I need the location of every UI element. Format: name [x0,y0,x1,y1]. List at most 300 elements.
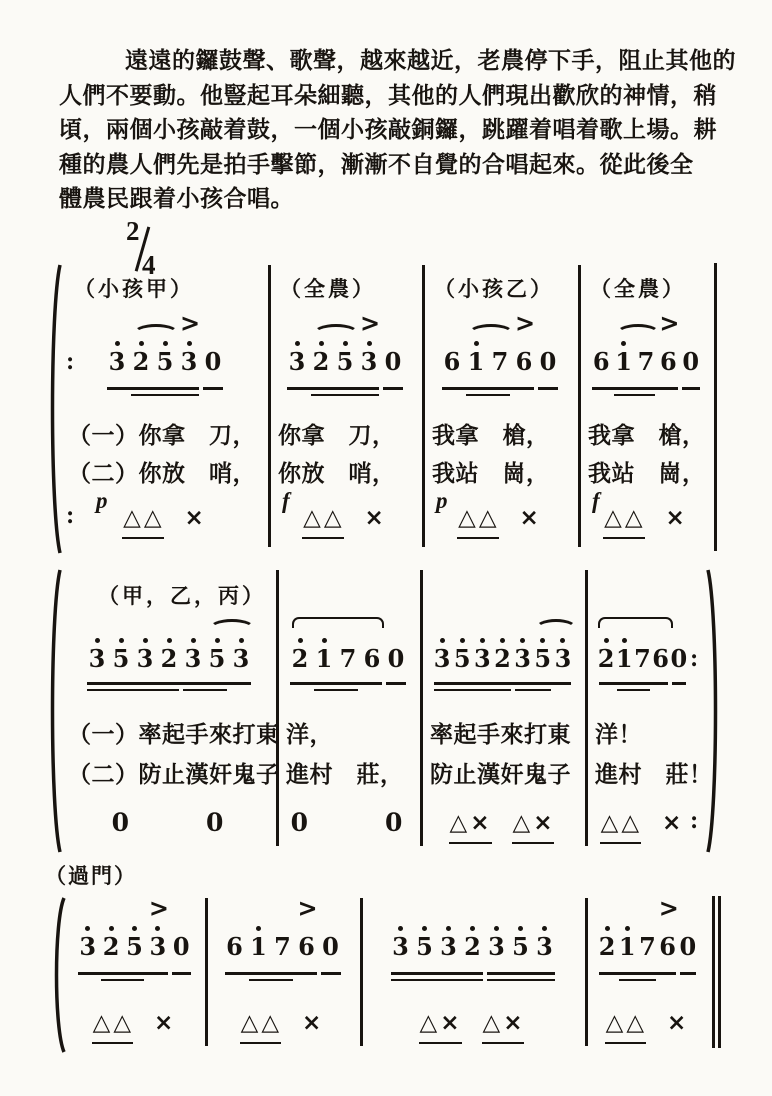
octave-dot [604,638,609,643]
note-digit: 5 [512,932,529,961]
note [637,926,657,959]
note [76,926,99,959]
beam-line [183,689,227,692]
octave-dot [599,341,604,346]
lyric-line-1: 我拿 槍， [588,423,706,448]
intro-line: 種的農人們先是拍手擊節，漸漸不自覺的合唱起來。從此後全 [59,151,694,177]
beam-line [487,979,555,982]
system-bracket-left [50,896,66,1054]
percussion-group: △△ [606,1011,647,1036]
note-digit: 3 [536,932,553,961]
note [615,638,633,671]
percussion-group: 0 [111,807,132,837]
note [492,638,512,671]
note [205,638,229,671]
note-digit: 0 [322,932,339,961]
note-digit: 7 [634,644,651,673]
note [123,926,146,959]
note-digit: 7 [339,644,357,673]
percussion-row [426,497,574,531]
final-barline [718,896,721,1048]
note [488,341,512,374]
note [432,638,452,671]
note-digit: 3 [360,347,378,376]
repeat-colon: : [690,645,699,672]
note-digit: 0 [172,932,190,961]
accent-mark: > [658,893,679,923]
beam-line [599,682,668,685]
percussion-group: 0 [385,807,406,837]
repeat-colon: : [66,348,75,375]
percussion-group: △× [450,811,493,836]
percussion-row [209,1002,356,1036]
beam-line [287,387,379,390]
octave-dot [640,638,645,643]
note-digit: 6 [659,932,676,961]
lyric-line-2: 我站 崗， [432,461,550,486]
note [512,341,536,374]
measure-label: （小孩甲） [74,277,194,301]
percussion-group: △△ [241,1011,282,1036]
lyric-line-2: 防止漢奸鬼子 [430,762,571,787]
octave-dot [440,638,445,643]
note [357,341,381,374]
percussion-group: △× [420,1011,463,1036]
barline [585,570,588,846]
octave-dot [115,341,120,346]
octave-dot [685,926,690,931]
slur [313,324,359,343]
note-digit: 6 [363,644,381,673]
percussion-group: △× [513,811,556,836]
percussion-underline [457,537,498,540]
octave-dot [645,926,650,931]
note [553,638,573,671]
percussion-row [424,802,581,836]
barline [585,898,588,1046]
beam-line [466,394,510,397]
note [333,341,357,374]
octave-dot [560,638,565,643]
beam-line [290,682,382,685]
note [99,926,122,959]
percussion-underline [122,537,163,540]
note-row [288,638,408,671]
lyric-line-1: 率起手來打東 [430,722,571,747]
note-digit: 2 [160,644,178,673]
intro-paragraph [59,44,736,217]
score-system-1 [46,263,724,555]
system-bracket-right [704,568,722,854]
beam-line [203,387,223,390]
octave-dot [540,638,545,643]
octave-dot [179,926,184,931]
note-digit: 3 [514,644,531,673]
note-digit: 2 [312,347,330,376]
octave-dot [546,341,551,346]
beam-line [87,689,179,692]
percussion-underline [603,537,644,540]
octave-dot [119,638,124,643]
note [129,341,153,374]
note-digit: 5 [156,347,174,376]
note-row [597,926,698,959]
note [201,341,225,374]
slur [133,324,179,343]
beam-line [101,979,144,982]
note [413,926,437,959]
note [229,638,253,671]
octave-dot [446,926,451,931]
note-digit: 6 [515,347,533,376]
note [617,926,637,959]
percussion-row [280,802,416,836]
intro-line: 體農民跟着小孩合唱。 [59,186,294,211]
note-digit: 3 [440,932,457,961]
lyric-line-2: 進村 莊！ [595,762,713,787]
note-row [105,341,225,374]
note-digit: 3 [108,347,126,376]
beam-line [672,682,686,685]
note-digit: 2 [494,644,511,673]
percussion-underline [605,1042,646,1045]
beam-line [434,682,571,685]
note-digit: 2 [102,932,120,961]
note [533,926,557,959]
note-digit: 1 [250,932,267,961]
octave-dot [666,341,671,346]
octave-dot [391,341,396,346]
beam-line [599,972,676,975]
time-signature-denominator: 4 [142,250,156,280]
note-row [432,638,573,671]
barline [268,265,271,547]
octave-dot [676,638,681,643]
note [271,926,295,959]
beam-line [538,387,558,390]
note [285,341,309,374]
note-digit: 1 [467,347,485,376]
note-digit: 3 [554,644,572,673]
beam-line [515,689,551,692]
beam-line [321,972,341,975]
note-row [285,341,405,374]
octave-dot [367,341,372,346]
note-digit: 6 [660,347,677,376]
note [170,926,193,959]
note-digit: 2 [598,932,616,961]
octave-dot [500,638,505,643]
octave-dot [143,638,148,643]
note-digit: 3 [149,932,167,961]
percussion-group: × [662,809,685,836]
note-digit: 6 [298,932,315,961]
note-digit: 3 [488,932,505,961]
percussion-row [589,1002,706,1036]
dynamic-mark: p [436,488,448,513]
note-digit: 1 [615,644,633,673]
note [384,638,408,671]
beam-line [131,394,199,397]
note [635,341,657,374]
note [461,926,485,959]
octave-dot [187,341,192,346]
note-digit: 6 [443,347,461,376]
final-barline [712,896,715,1048]
octave-dot [298,638,303,643]
accent-mark: > [515,308,536,338]
beam-line [225,972,317,975]
measure-label: （全農） [590,277,686,301]
accent-mark: > [360,308,381,338]
note [223,926,247,959]
note-digit: 0 [679,932,697,961]
percussion-underline [449,842,492,845]
lyric-line-1: （一）你拿 刀， [68,423,256,448]
measure-label: （小孩乙） [434,277,554,301]
beam-line [311,394,379,397]
slur [292,617,384,628]
percussion-group: × [665,504,688,531]
note [109,638,133,671]
note-digit: 3 [79,932,97,961]
note [157,638,181,671]
octave-dot [139,341,144,346]
octave-dot [460,638,465,643]
percussion-underline [419,1042,462,1045]
note-digit: 5 [453,644,471,673]
note-digit: 6 [592,347,610,376]
beam-line [434,689,511,692]
octave-dot [346,638,351,643]
note [597,638,615,671]
octave-dot [215,638,220,643]
note-digit: 5 [126,932,143,961]
dynamic-mark: f [282,488,290,513]
octave-dot [239,638,244,643]
percussion-group: 0 [206,807,227,837]
note [309,341,333,374]
intro-line: 人們不要動。他豎起耳朵細聽，其他的人們現出歡欣的神情，稍 [59,82,717,108]
percussion-underline [302,537,343,540]
lyric-line-2: 你放 哨， [278,461,396,486]
note-digit: 6 [652,644,669,673]
octave-dot [688,341,693,346]
lyric-line-2: 進村 莊， [286,762,404,787]
note [181,638,205,671]
octave-dot [109,926,114,931]
note-digit: 1 [618,932,636,961]
note-digit: 7 [639,932,656,961]
note [464,341,488,374]
note [440,341,464,374]
slur [598,617,673,628]
intro-line: 頃，兩個小孩敲着鼓，一個小孩敲銅鑼，跳躍着唱着歌上場。耕 [59,117,717,142]
note [657,341,679,374]
percussion-group: × [184,504,207,531]
beam-line [614,394,655,397]
barline [420,570,423,846]
percussion-row [589,802,699,836]
note [678,926,698,959]
percussion-group: △△ [458,506,499,531]
note-digit: 7 [491,347,509,376]
slur [468,324,514,343]
note-digit: 0 [682,347,700,376]
note [133,638,157,671]
octave-dot [542,926,547,931]
octave-dot [470,926,475,931]
note [513,638,533,671]
beam-line [391,979,483,982]
accent-mark: > [297,893,318,923]
note-digit: 3 [232,644,250,673]
octave-dot [304,926,309,931]
system-end-barline [714,263,717,551]
percussion-group: × [302,1009,325,1036]
note [452,638,472,671]
octave-dot [398,926,403,931]
beam-line [172,972,191,975]
note-digit: 1 [615,347,632,376]
accent-mark: > [659,308,680,338]
note-digit: 0 [204,347,222,376]
note [360,638,384,671]
percussion-group: △△ [123,506,164,531]
beam-line [383,387,403,390]
beam-line [87,682,251,685]
note [536,341,560,374]
octave-dot [211,341,216,346]
note-digit: 5 [534,644,552,673]
note [533,638,553,671]
octave-dot [155,926,160,931]
note [485,926,509,959]
octave-dot [370,638,375,643]
percussion-underline [240,1042,281,1045]
percussion-group: 0 [290,807,311,837]
note-digit: 2 [132,347,150,376]
note-row [85,638,253,671]
octave-dot [622,638,627,643]
note-row [76,926,193,959]
accent-mark: > [148,893,169,923]
note-digit: 3 [392,932,409,961]
note-digit: 1 [315,644,333,673]
lyric-line-1: 你拿 刀， [278,423,396,448]
note-digit: 3 [88,644,106,673]
octave-dot [658,638,663,643]
percussion-group: △△ [303,506,344,531]
intro-line: 遠遠的鑼鼓聲、歌聲，越來越近，老農停下手，阻止其他的 [125,48,736,73]
percussion-group: × [154,1009,177,1036]
note [153,341,177,374]
slur [535,619,577,638]
octave-dot [450,341,455,346]
lyric-line-2: （二）防止漢奸鬼子 [68,762,280,787]
percussion-group: △× [483,1011,526,1036]
repeat-colon: : [66,502,75,529]
voice-label: （甲，乙，丙） [98,584,266,608]
note [247,926,271,959]
percussion-row [582,497,710,531]
note-row [389,926,557,959]
beam-line [487,972,555,975]
note-digit: 2 [597,644,615,673]
octave-dot [85,926,90,931]
score-system-2 [46,568,724,854]
barline [578,265,581,547]
score-system-3 [50,893,730,1054]
beam-line [391,972,483,975]
note-row [597,638,688,671]
octave-dot [132,926,137,931]
lyric-line-1: 洋， [286,722,333,747]
octave-dot [522,341,527,346]
note-digit: 0 [539,347,557,376]
note [612,341,634,374]
note-digit: 3 [184,644,202,673]
octave-dot [665,926,670,931]
octave-dot [167,638,172,643]
beam-line [619,979,655,982]
beam-line [592,387,678,390]
lyric-line-2: （二）你放 哨， [68,461,256,486]
note [85,638,109,671]
system-bracket-left [46,263,62,555]
lyric-line-1: 洋！ [595,722,642,747]
note [319,926,343,959]
octave-dot [95,638,100,643]
percussion-group: × [364,504,387,531]
note [437,926,461,959]
percussion-row [66,802,272,836]
note [680,341,702,374]
note-digit: 5 [416,932,433,961]
note-digit: 3 [433,644,451,673]
slur [616,324,660,343]
octave-dot [295,341,300,346]
note-digit: 3 [180,347,198,376]
note [177,341,201,374]
note [105,341,129,374]
barline [422,265,425,547]
octave-dot [494,926,499,931]
note [389,926,413,959]
percussion-underline [92,1042,133,1045]
note-digit: 2 [291,644,309,673]
note [288,638,312,671]
note-row [440,341,560,374]
octave-dot [518,926,523,931]
note-digit: 7 [274,932,291,961]
beam-line [386,682,406,685]
barline [205,898,208,1046]
octave-dot [422,926,427,931]
time-signature-numerator: 2 [126,216,140,246]
octave-dot [319,341,324,346]
lyric-line-1: 我拿 槍， [432,423,550,448]
note-digit: 0 [387,644,405,673]
percussion-group: × [667,1009,690,1036]
percussion-underline [482,1042,525,1045]
percussion-underline [600,842,641,845]
lyric-line-1: （一）率起手來打東 [68,722,280,747]
octave-dot [625,926,630,931]
note-digit: 3 [288,347,306,376]
note [658,926,678,959]
note-digit: 3 [136,644,154,673]
